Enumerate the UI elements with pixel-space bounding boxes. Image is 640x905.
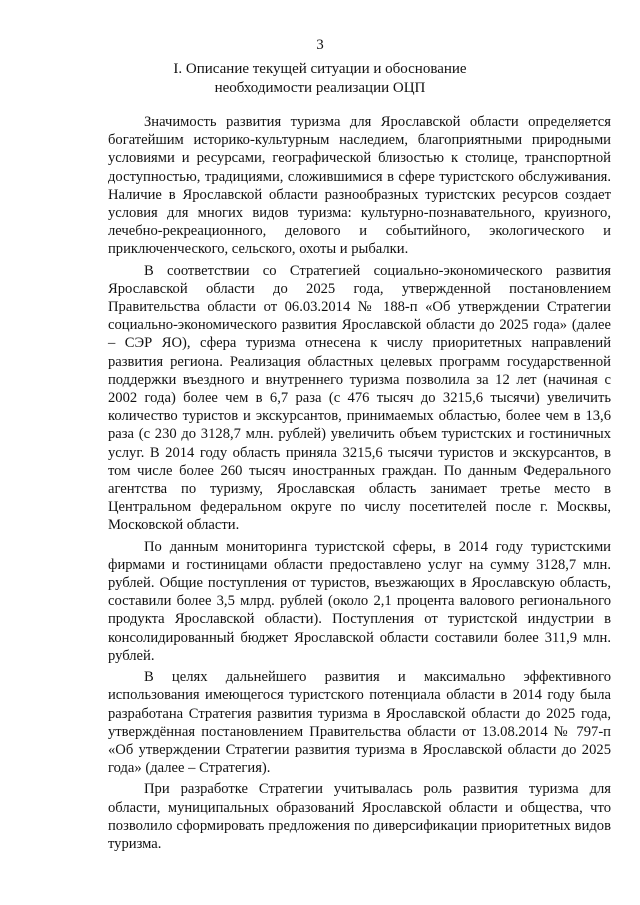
paragraph-development: В целях дальнейшего развития и максимально эффективного использования имеющегося туристского потенциала области в 2014 году была разработана Стратегия развития туризма в Ярославской области до 2025 года, утверждённая постановлением Правительства области от 13.08.2014 № 797-п «Об утверждении Стратегии развития туризма в Ярославской области до 2025 года» (далее – Стратегия). xyxy=(108,669,611,777)
page-number: 3 xyxy=(316,37,324,53)
paragraph-monitoring: По данным мониторинга туристской сферы, в 2014 году туристскими фирмами и гостиницами области предоставлено услуг на сумму 3128,7 млн. рублей. Общие поступления от туристов, въезжающих в Ярославскую область, составили более 3,5 млрд. рублей (около 2,1 процента валового регионального продукта Ярославской области). Поступления от туристской индустрии в консолидированный бюджет Ярославской области составили более 311,9 млн. рублей. xyxy=(108,538,611,664)
section-heading-line-2: необходимости реализации ОЦП xyxy=(214,80,426,96)
paragraph-strategy: В соответствии со Стратегией социально-экономического развития Ярославской области до 2025 года, утвержденной постановлением Правительства области от 06.03.2014 № 188-п «Об утверждении Стратегии социально-экономического развития Ярославской области до 2025 года» (далее – СЭР ЯО), сфера туризма отнесена к числу приоритетных направлений развития региона. Реализация областных целевых программ государственной поддержки въездного и внутреннего туризма позволила за 12 лет (начиная с 2002 года) более чем в 6,7 раза (с 476 тысяч до 3215,6 тысячи) увеличить количество туристов и экскурсантов, принимаемых областью, более чем в 13,6 раза (с 230 до 3128,7 млн. рублей) увеличить объем туристских и гостиничных услуг. В 2014 году область приняла 3215,6 тысячи туристов и экскурсантов, в том числе более 260 тысяч иностранных граждан. По данным Федерального агентства по туризму, Ярославская область занимает третье место в Центральном федеральном округе по числу посетителей после г. Москвы, Московской области. xyxy=(108,262,611,534)
body-text xyxy=(108,113,611,856)
paragraph-diversification: При разработке Стратегии учитывалась роль развития туризма для области, муниципальных образований Ярославской области и общества, что позволило сформировать предложения по диверсификации приоритетных видов туризма. xyxy=(108,781,611,852)
section-heading-line-1: I. Описание текущей ситуации и обоснование xyxy=(173,61,467,77)
section-heading xyxy=(110,60,530,98)
paragraph-significance: Значимость развития туризма для Ярославской области определяется богатейшим историко-культурным наследием, благоприятными природными условиями и ресурсами, географической близостью к столице, транспортной доступностью, традициями, сложившимися в сфере туристского обслуживания. Наличие в Ярославской области разнообразных туристских ресурсов создает условия для многих видов туризма: культурно-познавательного, круизного, лечебно-рекреационного, делового и событийного, экологического и приключенческого, сельского, охоты и рыбалки. xyxy=(108,114,611,258)
